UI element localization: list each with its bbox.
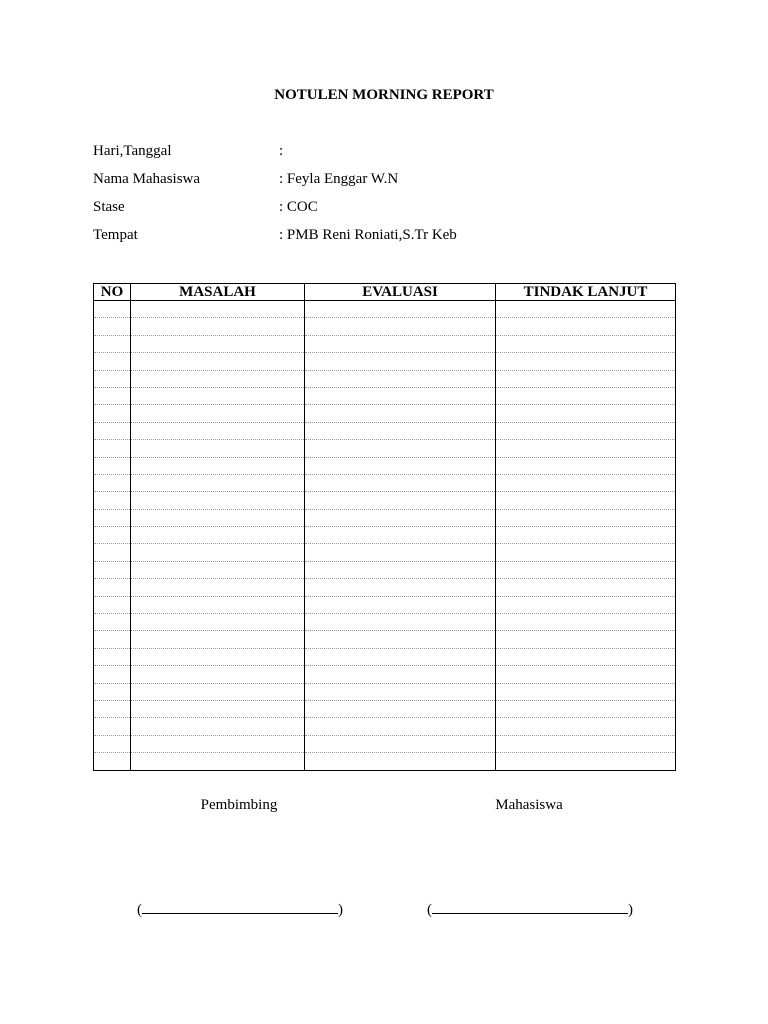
table-cell [131,422,305,439]
table-cell [496,648,676,665]
table-row [94,301,676,318]
table-row [94,596,676,613]
column-header-masalah: MASALAH [131,284,305,301]
student-signature-line [427,899,633,919]
table-cell [496,683,676,700]
table-body [94,301,676,771]
table-cell [305,405,496,422]
table-cell [305,527,496,544]
table-cell [131,718,305,735]
table-cell [94,457,131,474]
supervisor-label: Pembimbing [200,797,278,813]
table-row [94,457,676,474]
table-cell [131,440,305,457]
table-cell [496,405,676,422]
table-cell [496,631,676,648]
info-row-date [93,141,593,169]
table-cell [94,474,131,491]
info-label: Hari,Tanggal [93,143,172,159]
table-cell [496,735,676,752]
table-cell [496,457,676,474]
table-row [94,370,676,387]
table-cell [131,405,305,422]
table-cell [131,527,305,544]
table-cell [131,544,305,561]
table-cell [305,422,496,439]
table-cell [496,527,676,544]
table-cell [305,648,496,665]
column-header-no: NO [94,284,131,301]
table-cell [131,631,305,648]
table-cell [305,700,496,717]
table-row [94,509,676,526]
table-cell [496,318,676,335]
table-cell [131,387,305,404]
table-cell [94,509,131,526]
table-cell [131,614,305,631]
table-cell [305,561,496,578]
table-cell [131,335,305,352]
table-cell [305,301,496,318]
table-row [94,614,676,631]
table-cell [496,370,676,387]
table-row [94,700,676,717]
close-paren: ) [338,902,343,918]
table-cell [131,700,305,717]
open-paren: ( [137,902,142,918]
table-cell [94,614,131,631]
info-label: Tempat [93,227,138,243]
table-cell [496,301,676,318]
table-row [94,753,676,770]
info-row-place [93,225,593,253]
close-paren: ) [628,902,633,918]
table-cell [305,631,496,648]
table-cell [131,753,305,770]
table-cell [305,596,496,613]
table-cell [131,579,305,596]
table-row [94,474,676,491]
table-cell [305,335,496,352]
table-cell [496,492,676,509]
table-cell [131,353,305,370]
page-title: NOTULEN MORNING REPORT [274,87,494,103]
table-cell [496,596,676,613]
table-cell [131,596,305,613]
table-cell [305,387,496,404]
info-value: : PMB Reni Roniati,S.Tr Keb [279,227,457,243]
table-cell [94,335,131,352]
info-section [93,141,593,253]
table-cell [496,614,676,631]
table-cell [496,335,676,352]
signature-blank [142,899,338,914]
table-cell [305,509,496,526]
table-cell [131,666,305,683]
column-header-tindak-lanjut: TINDAK LANJUT [496,284,676,301]
table-cell [94,440,131,457]
table-row [94,544,676,561]
table-cell [305,440,496,457]
table-cell [131,683,305,700]
table-row [94,318,676,335]
table-row [94,387,676,404]
table-cell [305,683,496,700]
table-cell [496,387,676,404]
table-row [94,561,676,578]
student-label: Mahasiswa [495,797,563,813]
table-cell [131,370,305,387]
table-row [94,735,676,752]
table-row [94,492,676,509]
table-cell [94,718,131,735]
table-cell [496,422,676,439]
table-cell [94,544,131,561]
table-cell [305,492,496,509]
signature-blank [432,899,628,914]
table-cell [131,492,305,509]
open-paren: ( [427,902,432,918]
table-cell [496,666,676,683]
table-row [94,683,676,700]
table-cell [94,527,131,544]
table-cell [131,301,305,318]
table-cell [94,631,131,648]
table-cell [94,492,131,509]
table-cell [94,370,131,387]
table-row [94,353,676,370]
table-cell [496,474,676,491]
table-cell [496,753,676,770]
table-cell [94,318,131,335]
table-cell [94,353,131,370]
table-cell [305,579,496,596]
table-cell [496,718,676,735]
table-cell [94,648,131,665]
table-row [94,422,676,439]
table-cell [94,561,131,578]
table-cell [305,544,496,561]
table-cell [305,718,496,735]
table-cell [305,666,496,683]
info-row-student-name [93,169,593,197]
table-cell [305,457,496,474]
table-cell [305,735,496,752]
table-row [94,666,676,683]
table-row [94,440,676,457]
table-cell [131,509,305,526]
table-header-row [94,284,676,301]
table-cell [94,700,131,717]
info-row-stase [93,197,593,225]
table-cell [131,561,305,578]
info-value: : [279,143,284,159]
table-cell [496,561,676,578]
table-cell [305,370,496,387]
table-cell [131,474,305,491]
table-cell [496,440,676,457]
table-cell [305,753,496,770]
table-cell [131,318,305,335]
report-table [93,283,676,771]
table-row [94,631,676,648]
table-row [94,579,676,596]
table-cell [94,683,131,700]
supervisor-signature-line [137,899,343,919]
table-cell [94,301,131,318]
table-cell [94,405,131,422]
table-row [94,335,676,352]
table-cell [131,735,305,752]
table-cell [305,353,496,370]
table-cell [131,457,305,474]
table-cell [305,614,496,631]
table-row [94,718,676,735]
table-cell [94,753,131,770]
table-cell [131,648,305,665]
table-cell [94,422,131,439]
table-cell [94,596,131,613]
table-cell [496,700,676,717]
table-cell [496,544,676,561]
table-row [94,405,676,422]
table-cell [94,666,131,683]
info-value: : Feyla Enggar W.N [279,171,399,187]
column-header-evaluasi: EVALUASI [305,284,496,301]
info-label: Stase [93,199,125,215]
table-cell [496,353,676,370]
table-cell [305,318,496,335]
table-cell [496,579,676,596]
table-cell [94,579,131,596]
info-value: : COC [279,199,318,215]
table-cell [94,387,131,404]
table-row [94,527,676,544]
table-row [94,648,676,665]
table-cell [94,735,131,752]
table-cell [305,474,496,491]
table-cell [496,509,676,526]
info-label: Nama Mahasiswa [93,171,201,187]
